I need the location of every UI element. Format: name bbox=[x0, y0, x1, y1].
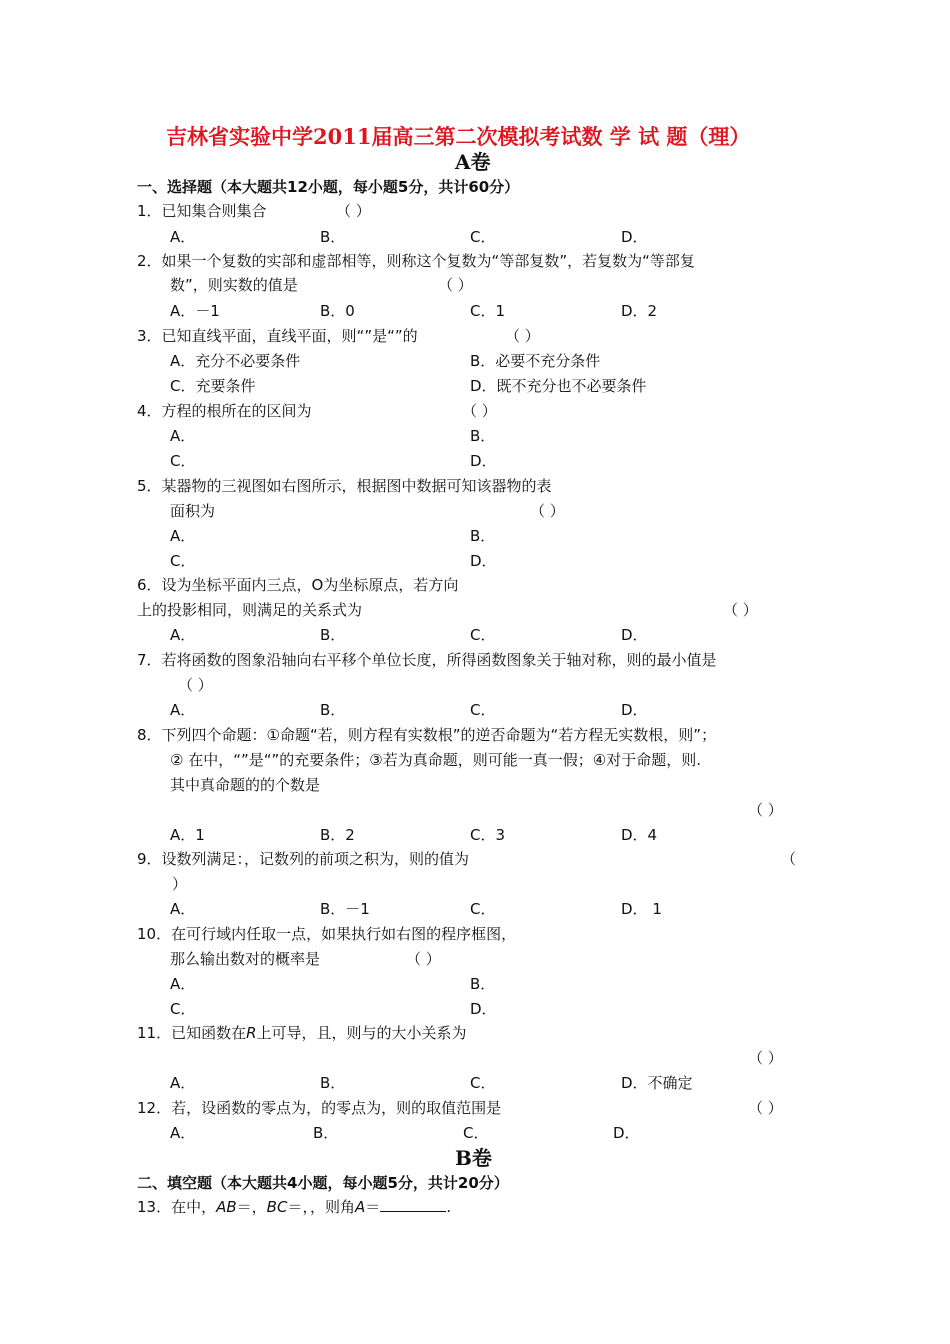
question-11-set-r: R bbox=[246, 1024, 257, 1042]
volume-a-heading: A卷 bbox=[455, 150, 491, 174]
volume-b-heading: B卷 bbox=[455, 1146, 492, 1170]
question-12-answer-paren: （ ） bbox=[748, 1099, 783, 1117]
question-3-stem: 3．已知直线平面，直线平面，则“”是“”的 bbox=[137, 327, 418, 345]
question-2-option-b: B．0 bbox=[320, 302, 355, 320]
question-2-answer-paren: （ ） bbox=[438, 276, 473, 294]
question-10-answer-paren: （ ） bbox=[406, 950, 441, 968]
question-2-option-d: D．2 bbox=[621, 302, 658, 320]
question-8-stem-line3: 其中真命题的的个数是 bbox=[170, 776, 321, 794]
question-3-option-b: B．必要不充分条件 bbox=[470, 352, 601, 370]
question-12-option-c: C． bbox=[463, 1124, 489, 1142]
question-12-option-b: B． bbox=[313, 1124, 339, 1142]
question-5-stem-line2: 面积为 bbox=[170, 502, 216, 520]
question-9-stem: 9．设数列满足：，记数列的前项之积为，则的值为 bbox=[137, 850, 470, 868]
question-8-option-b: B．2 bbox=[320, 826, 355, 844]
question-2-option-a: A．－1 bbox=[170, 302, 220, 320]
question-10-option-c: C． bbox=[170, 1000, 196, 1018]
question-6-answer-paren: （ ） bbox=[723, 601, 758, 619]
question-10-option-d: D． bbox=[470, 1000, 497, 1018]
question-5-option-c: C． bbox=[170, 552, 196, 570]
question-13-period: . bbox=[446, 1198, 452, 1216]
question-11-option-c: C． bbox=[470, 1074, 496, 1092]
question-3-option-c: C．充要条件 bbox=[170, 377, 256, 395]
question-7-option-a: A． bbox=[170, 701, 196, 719]
question-9-option-a: A． bbox=[170, 900, 196, 918]
question-8-option-d: D．4 bbox=[621, 826, 658, 844]
question-13-answer-blank[interactable] bbox=[380, 1197, 446, 1212]
question-11-stem-pre: 11．已知函数在 bbox=[137, 1024, 247, 1042]
question-4-answer-paren: （ ） bbox=[462, 402, 497, 420]
question-4-option-b: B． bbox=[470, 427, 496, 445]
question-7-stem: 7．若将函数的图象沿轴向右平移个单位长度，所得函数图象关于轴对称，则的最小值是 bbox=[137, 651, 717, 669]
question-13-side-ab: AB bbox=[216, 1198, 237, 1216]
question-4-option-a: A． bbox=[170, 427, 196, 445]
question-12-option-d: D． bbox=[613, 1124, 640, 1142]
question-12-stem: 12．若，设函数的零点为，的零点为，则的取值范围是 bbox=[137, 1099, 502, 1117]
question-9-option-c: C． bbox=[470, 900, 496, 918]
question-3-option-d: D．既不充分也不必要条件 bbox=[470, 377, 647, 395]
question-8-answer-paren: （ ） bbox=[748, 801, 783, 819]
question-10-option-b: B． bbox=[470, 975, 496, 993]
question-4-option-c: C． bbox=[170, 452, 196, 470]
section-fill-heading: 二、填空题（本大题共4小题，每小题5分，共计20分） bbox=[137, 1174, 509, 1192]
section-choice-heading: 一、选择题（本大题共12小题，每小题5分，共计60分） bbox=[137, 178, 520, 196]
question-10-stem-line1: 10．在可行域内任取一点，如果执行如右图的程序框图， bbox=[137, 925, 517, 943]
question-13-angle-a: A bbox=[354, 1198, 366, 1216]
question-9-paren-open: （ bbox=[781, 850, 797, 868]
question-7-option-d: D． bbox=[621, 701, 648, 719]
question-5-option-a: A． bbox=[170, 527, 196, 545]
question-1-option-b: B． bbox=[320, 228, 346, 246]
question-5-option-b: B． bbox=[470, 527, 496, 545]
question-2-stem-line2: 数”，则实数的值是 bbox=[170, 276, 298, 294]
question-6-option-b: B． bbox=[320, 626, 346, 644]
question-5-option-d: D． bbox=[470, 552, 497, 570]
question-13-pre: 13．在中， bbox=[137, 1198, 217, 1216]
question-4-option-d: D． bbox=[470, 452, 497, 470]
question-11-option-b: B． bbox=[320, 1074, 346, 1092]
question-6-option-c: C． bbox=[470, 626, 496, 644]
question-7-option-c: C． bbox=[470, 701, 496, 719]
question-9-paren-close: ） bbox=[172, 875, 188, 893]
question-6-stem-line2: 上的投影相同，则满足的关系式为 bbox=[137, 601, 363, 619]
question-13-side-bc: BC bbox=[266, 1198, 288, 1216]
question-3-option-a: A．充分不必要条件 bbox=[170, 352, 301, 370]
question-11-option-d: D．不确定 bbox=[621, 1074, 693, 1092]
question-8-option-a: A．1 bbox=[170, 826, 205, 844]
question-7-answer-paren: （ ） bbox=[178, 676, 213, 694]
question-5-answer-paren: （ ） bbox=[530, 502, 565, 520]
document-title: 吉林省实验中学2011届高三第二次模拟考试数 学 试 题（理） bbox=[166, 124, 751, 149]
question-9-option-d: D． 1 bbox=[621, 900, 662, 918]
question-1-option-c: C． bbox=[470, 228, 496, 246]
question-11-stem-post: 上可导，且，则与的大小关系为 bbox=[256, 1024, 467, 1042]
question-6-stem-line1: 6．设为坐标平面内三点，O为坐标原点，若方向 bbox=[137, 576, 459, 594]
question-11-answer-paren: （ ） bbox=[748, 1049, 783, 1067]
question-10-stem-line2: 那么输出数对的概率是 bbox=[170, 950, 321, 968]
question-8-stem-line2: ② 在中，“”是“”的充要条件；③若为真命题，则可能一真一假；④对于命题，则. bbox=[170, 751, 701, 769]
question-2-stem-line1: 2．如果一个复数的实部和虚部相等，则称这个复数为“等部复数”，若复数为“等部复 bbox=[137, 252, 695, 270]
question-11-stem bbox=[137, 1023, 467, 1043]
question-13-mid2: ＝，，则角 bbox=[287, 1198, 355, 1216]
question-7-option-b: B． bbox=[320, 701, 346, 719]
question-2-option-c: C．1 bbox=[470, 302, 506, 320]
question-13-mid1: ＝， bbox=[236, 1198, 267, 1216]
question-1-option-d: D． bbox=[621, 228, 648, 246]
question-8-option-c: C．3 bbox=[470, 826, 506, 844]
question-6-option-a: A． bbox=[170, 626, 196, 644]
question-10-option-a: A． bbox=[170, 975, 196, 993]
question-6-option-d: D． bbox=[621, 626, 648, 644]
question-5-stem-line1: 5．某器物的三视图如右图所示，根据图中数据可知该器物的表 bbox=[137, 477, 552, 495]
question-13-equals: ＝ bbox=[365, 1198, 381, 1216]
question-1-stem: 1．已知集合则集合 bbox=[137, 202, 267, 220]
question-1-option-a: A． bbox=[170, 228, 196, 246]
question-3-answer-paren: （ ） bbox=[505, 327, 540, 345]
question-9-option-b: B．－1 bbox=[320, 900, 370, 918]
question-4-stem: 4．方程的根所在的区间为 bbox=[137, 402, 312, 420]
question-8-stem-line1: 8．下列四个命题：①命题“若，则方程有实数根”的逆否命题为“若方程无实数根，则”； bbox=[137, 726, 717, 744]
question-1-answer-paren: （ ） bbox=[336, 202, 371, 220]
question-11-option-a: A． bbox=[170, 1074, 196, 1092]
question-13-stem bbox=[137, 1197, 451, 1217]
question-12-option-a: A． bbox=[170, 1124, 196, 1142]
